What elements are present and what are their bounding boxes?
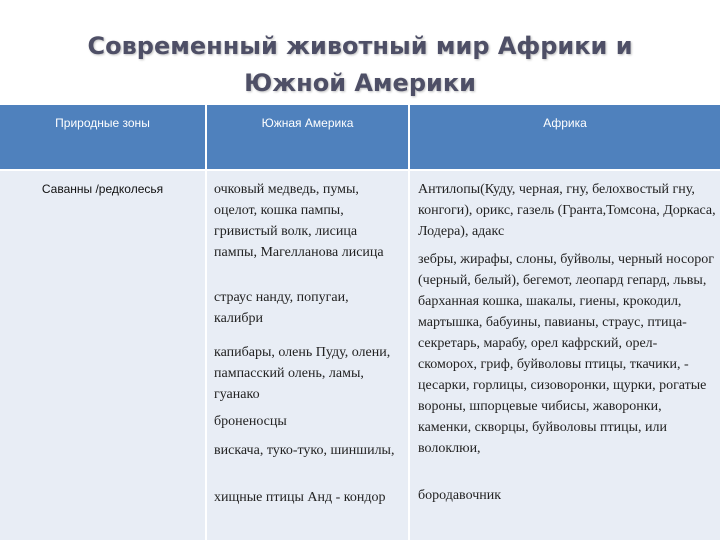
sa-herbivores: капибары, олень Пуду, олени, пампасский олень, ламы, гуанако [214, 345, 391, 402]
sa-rodents: вискача, туко-туко, шиншилы, [214, 443, 395, 458]
zone-cell [0, 171, 205, 540]
af-warthog: бородавочник [418, 488, 502, 503]
slide-title [40, 28, 680, 102]
title-line-2: Южной Америки [244, 69, 476, 97]
africa-cell [410, 171, 720, 540]
zone-name: Саванны /редколесья [41, 182, 164, 196]
south-america-cell [207, 171, 408, 540]
fauna-table [0, 105, 720, 540]
sa-mammals-predators: очковый медведь, пумы, оцелот, кошка пампы, гривистый волк, лисица пампы, Магелланова лисица [214, 182, 384, 260]
af-savanna-fauna: зебры, жирафы, слоны, буйволы, черный носорог (черный, белый), бегемот, леопард гепард, львы, барханная кошка, шакалы, гиены, крокодил, мартышка, бабуины, павианы, страус, птица-секретарь, марабу, орел кафрский, орел-скоморох, гриф, буйволовы птицы, ткачики, - цесарки, горлицы, сизоворонки, щурки, рогатые вороны, шпорцевые чибисы, жаворонки, каменки, скворцы, буйволовы птицы, или волоклюи, [418, 252, 714, 456]
af-antelopes: Антилопы(Куду, черная, гну, белохвостый гну, конгоги), орикс, газель (Гранта,Томсона, Доркаса, Лодера), адакс [418, 182, 716, 239]
sa-armadillos: броненосцы [214, 414, 287, 429]
sa-birds: страус нанду, попугаи, калибри [214, 290, 349, 326]
sa-birds-of-prey: хищные птицы Анд - кондор [214, 490, 386, 505]
header-zones: Природные зоны [0, 105, 205, 169]
title-line-1: Современный животный мир Африки и [87, 32, 633, 60]
header-south-america: Южная Америка [207, 105, 408, 169]
header-africa: Африка [410, 105, 720, 169]
